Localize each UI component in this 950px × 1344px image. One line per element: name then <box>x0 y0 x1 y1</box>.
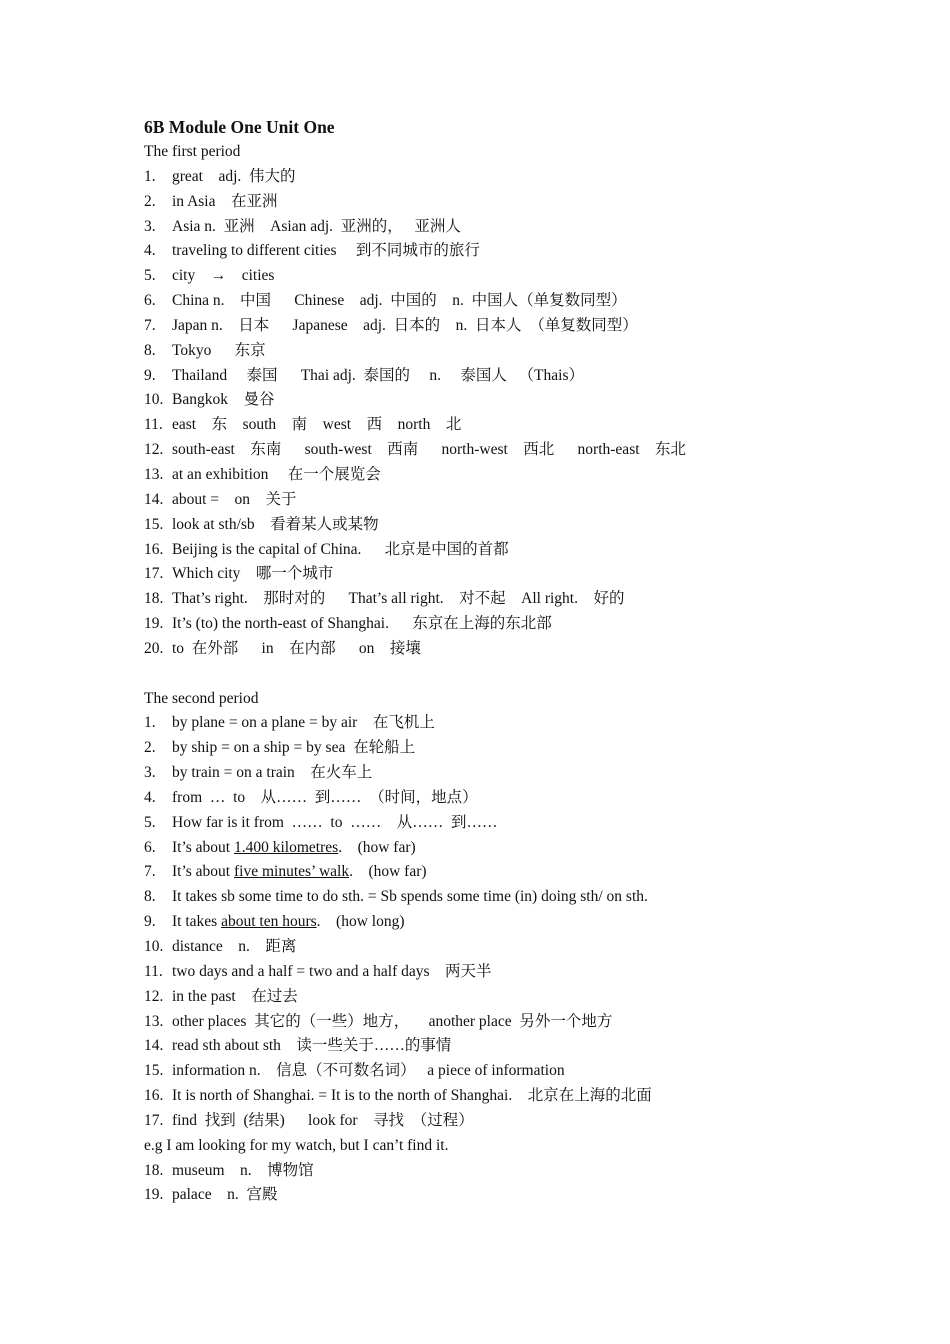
item-text: great adj. 伟大的 <box>172 167 296 185</box>
list-item <box>144 438 904 463</box>
example-note: e.g I am looking for my watch, but I can’t find it. <box>144 1136 449 1154</box>
list-item <box>144 935 904 960</box>
item-number: 15. <box>144 1062 164 1080</box>
item-text: look at sth/sb 看着某人或某物 <box>172 515 379 533</box>
item-number: 14. <box>144 490 164 508</box>
item-number: 10. <box>144 938 164 955</box>
list-item <box>144 364 904 389</box>
list-item <box>144 960 904 985</box>
item-number: 8. <box>144 888 156 906</box>
item-text: at an exhibition 在一个展览会 <box>172 465 381 483</box>
item-text: by plane = on a plane = by air 在飞机上 <box>172 714 435 732</box>
vocab-list-second-period-continued <box>144 1159 904 1209</box>
item-text: It’s (to) the north-east of Shanghai. 东京在上海的东北部 <box>172 615 552 633</box>
item-number: 16. <box>144 540 164 558</box>
item-number: 19. <box>144 615 164 633</box>
item-text: traveling to different cities 到不同城市的旅行 <box>172 242 480 260</box>
item-text: museum n. 博物馆 <box>172 1161 314 1179</box>
list-item <box>144 587 904 612</box>
item-number: 11. <box>144 962 163 980</box>
list-item <box>144 538 904 563</box>
item-text: How far is it from …… to …… 从…… 到…… <box>172 813 498 831</box>
list-item <box>144 612 904 637</box>
item-text: city → cities <box>172 267 275 285</box>
item-number: 3. <box>144 217 156 235</box>
vocab-list-second-period <box>144 711 904 1133</box>
list-item <box>144 761 904 786</box>
item-number: 4. <box>144 242 156 260</box>
item-text: distance n. 距离 <box>172 938 297 955</box>
item-text: in Asia 在亚洲 <box>172 192 278 210</box>
item-number: 14. <box>144 1037 164 1055</box>
item-number: 5. <box>144 813 156 831</box>
list-item <box>144 1034 904 1059</box>
item-number: 19. <box>144 1186 164 1204</box>
item-number: 6. <box>144 292 156 310</box>
period-heading-first: The first period <box>144 143 241 160</box>
vocab-list-first-period <box>144 165 904 662</box>
list-item <box>144 339 904 364</box>
item-number: 6. <box>144 838 156 856</box>
list-item <box>144 239 904 264</box>
item-text: It takes <box>172 913 222 931</box>
item-number: 7. <box>144 316 156 334</box>
item-text: read sth about sth 读一些关于……的事情 <box>172 1037 452 1055</box>
item-number: 15. <box>144 515 164 533</box>
list-item <box>144 1159 904 1184</box>
item-number: 2. <box>144 192 156 210</box>
list-item <box>144 736 904 761</box>
item-number: 12. <box>144 987 164 1005</box>
item-text: from … to 从…… 到…… （时间，地点） <box>172 788 478 806</box>
document-content <box>144 114 904 1208</box>
underlined-answer: five minutes’ walk <box>234 863 350 881</box>
item-text: about = on 关于 <box>172 490 297 508</box>
item-text: Japan n. 日本 Japanese adj. 日本的 n. 日本人 （单复数同型） <box>172 316 638 334</box>
item-text: It’s about <box>172 863 234 881</box>
list-item <box>144 860 904 885</box>
item-text: It’s about <box>172 838 234 856</box>
list-item <box>144 314 904 339</box>
item-number: 10. <box>144 391 164 409</box>
list-item <box>144 1109 904 1134</box>
item-number: 11. <box>144 416 163 434</box>
section-gap <box>144 662 904 687</box>
item-number: 13. <box>144 1012 164 1030</box>
item-number: 3. <box>144 764 156 782</box>
list-item <box>144 562 904 587</box>
document-title: 6B Module One Unit One <box>144 117 335 137</box>
list-item <box>144 836 904 861</box>
item-text: China n. 中国 Chinese adj. 中国的 n. 中国人（单复数同型） <box>172 292 627 310</box>
item-text: south-east 东南 south-west 西南 north-west 西北 north-east 东北 <box>172 441 687 459</box>
item-text: two days and a half = two and a half days 两天半 <box>172 962 492 980</box>
list-item <box>144 488 904 513</box>
list-item <box>144 711 904 736</box>
list-item <box>144 215 904 240</box>
item-number: 1. <box>144 167 156 185</box>
list-item <box>144 463 904 488</box>
item-text: Bangkok 曼谷 <box>172 391 275 409</box>
list-item <box>144 1059 904 1084</box>
item-text: Which city 哪一个城市 <box>172 565 334 583</box>
item-number: 2. <box>144 739 156 757</box>
item-text: other places 其它的（一些）地方， another place 另外一个地方 <box>172 1012 613 1030</box>
item-text: . (how far) <box>349 863 427 881</box>
item-number: 4. <box>144 788 156 806</box>
list-item <box>144 885 904 910</box>
item-number: 12. <box>144 441 164 459</box>
item-text: in the past 在过去 <box>172 987 298 1005</box>
item-number: 5. <box>144 267 156 285</box>
underlined-answer: 1.400 kilometres <box>234 838 339 856</box>
item-text: palace n. 宫殿 <box>172 1186 278 1204</box>
item-text: by ship = on a ship = by sea 在轮船上 <box>172 739 416 757</box>
item-text: It takes sb some time to do sth. = Sb spends some time (in) doing sth/ on sth. <box>172 888 648 906</box>
item-number: 18. <box>144 1161 164 1179</box>
item-text: Asia n. 亚洲 Asian adj. 亚洲的， 亚洲人 <box>172 217 461 235</box>
list-item <box>144 1183 904 1208</box>
list-item <box>144 264 904 289</box>
item-number: 8. <box>144 341 156 359</box>
item-number: 17. <box>144 1111 164 1129</box>
item-text: It is north of Shanghai. = It is to the north of Shanghai. 北京在上海的北面 <box>172 1087 652 1105</box>
item-number: 16. <box>144 1087 164 1105</box>
item-number: 7. <box>144 863 156 881</box>
item-number: 18. <box>144 590 164 608</box>
item-text: That’s right. 那时对的 That’s all right. 对不起 All right. 好的 <box>172 590 625 608</box>
underlined-answer: about ten hours <box>221 913 317 931</box>
list-item <box>144 1084 904 1109</box>
item-number: 17. <box>144 565 164 583</box>
list-item <box>144 289 904 314</box>
list-item <box>144 786 904 811</box>
item-text: east 东 south 南 west 西 north 北 <box>172 416 462 434</box>
list-item <box>144 165 904 190</box>
item-number: 1. <box>144 714 156 732</box>
list-item <box>144 190 904 215</box>
item-number: 9. <box>144 366 156 384</box>
list-item <box>144 910 904 935</box>
item-text: Thailand 泰国 Thai adj. 泰国的 n. 泰国人 （Thais） <box>172 366 584 384</box>
list-item <box>144 811 904 836</box>
item-text: information n. 信息（不可数名词） a piece of information <box>172 1062 565 1080</box>
item-text: to 在外部 in 在内部 on 接壤 <box>172 639 421 657</box>
list-item <box>144 413 904 438</box>
list-item <box>144 985 904 1010</box>
item-text: . (how long) <box>316 913 405 931</box>
period-heading-second: The second period <box>144 689 259 707</box>
item-number: 20. <box>144 639 164 657</box>
item-text: . (how far) <box>338 838 416 856</box>
item-number: 13. <box>144 465 164 483</box>
list-item <box>144 388 904 413</box>
item-text: Tokyo 东京 <box>172 341 266 359</box>
list-item <box>144 637 904 662</box>
item-text: find 找到 (结果) look for 寻找 （过程） <box>172 1111 474 1129</box>
list-item <box>144 513 904 538</box>
item-number: 9. <box>144 913 156 931</box>
item-text: Beijing is the capital of China. 北京是中国的首都 <box>172 540 509 558</box>
item-text: by train = on a train 在火车上 <box>172 764 373 782</box>
list-item <box>144 1010 904 1035</box>
